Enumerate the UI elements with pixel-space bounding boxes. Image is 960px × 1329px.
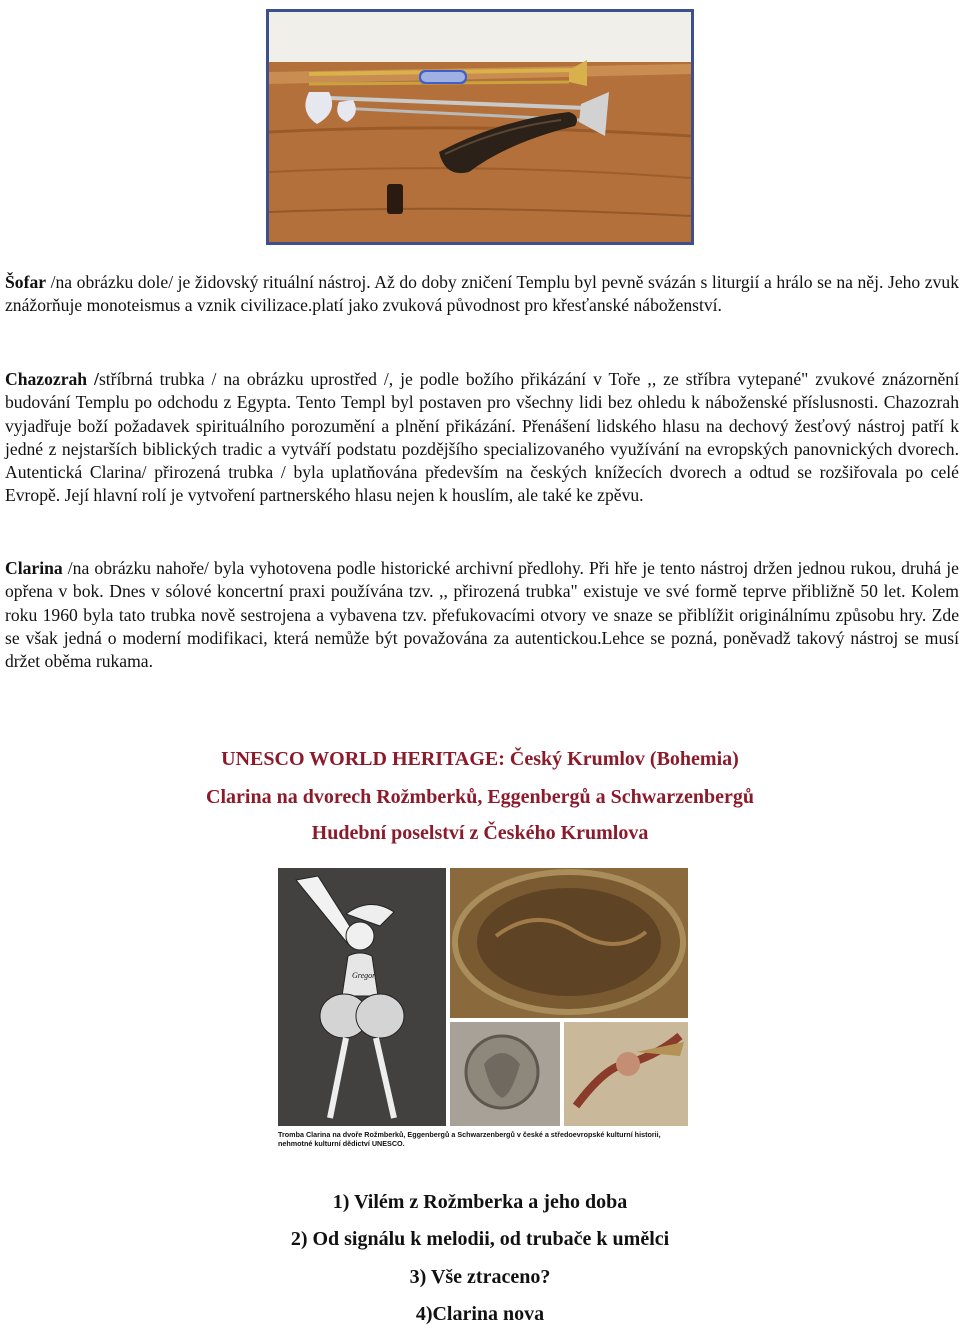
list-item-1: 1) Vilém z Rožmberka a jeho doba — [332, 1191, 628, 1213]
paragraph-chazozrah — [5, 368, 959, 508]
collage-caption: Tromba Clarina na dvoře Rožmberků, Eggenbergů a Schwarzenbergů v české a středoevropské kulturní historii, nehmotné kulturní dědictví UNESCO. — [278, 1130, 661, 1148]
paragraph-clarina-text: /na obrázku nahoře/ byla vyhotovena podle historické archivní předlohy. Při hře je tento nástroj držen jednou rukou, druhá je opřena v bok. Dnes v sólové koncertní praxi používána tzv. ,, přirozená trubka" existuje ve své formě teprve přibližně 50 let. Kolem roku 1960 byla tato trubka nově sestrojena a vybavena tzv. přefukovacími otvory ve snaze se přiblížit originálnímu způsobu hry. Zde se však jedná o moderní modifikaci, která nemůže být považována za autentickou.Lehce se pozná, poněvadž takový nástroj se musí držet oběma rukama. — [5, 558, 959, 672]
heading-clarina-courts: Clarina na dvorech Rožmberků, Eggenbergů a Schwarzenbergů — [206, 786, 754, 808]
instruments-illustration — [269, 12, 691, 242]
paragraph-chazozrah-text: stříbrná trubka / na obrázku uprostřed /, je podle božího přikázání v Toře ,, ze stříbra vytepané" zvukové znázornění budování Templu po odchodu z Egypta. Tento Templ byl postaven pro všechny lidi bez ohledu k náboženské příslusnosti. Chazozrah vyjadřuje boží požadavek spirituálního porozumění a plnění přikázání. Přenášení lidského hlasu na dechový žesťový nástroj patří k jedné z nejstarších biblických tradic a vytváří podstatu pozdějšího specializovaného využívání na evropských panovnických dvorech. Autentická Clarina/ přirozená trubka / byla uplatňována především na českých knížecích dvorech a odtud se rozšiřovala po celé Evropě. Její hlavní rolí je vytvoření partnerského hlasu nejen k houslím, ale také ke zpěvu. — [5, 369, 959, 506]
heading-musical-message: Hudební poselství z Českého Krumlova — [311, 822, 649, 844]
paragraph-sofar — [5, 271, 959, 318]
heading-unesco: UNESCO WORLD HERITAGE: Český Krumlov (Bohemia) — [221, 748, 739, 770]
collage-illustration — [276, 866, 690, 1148]
paragraph-clarina — [5, 557, 959, 673]
list-item-4: 4)Clarina nova — [415, 1303, 545, 1325]
term-chazozrah: Chazozrah / — [5, 369, 99, 389]
list-item-3: 3) Vše ztraceno? — [409, 1266, 551, 1288]
clarina-collage-image — [276, 866, 690, 1148]
instruments-photo — [266, 9, 694, 245]
drawing-label-gregor: Gregor — [352, 971, 376, 980]
paragraph-sofar-text: /na obrázku dole/ je židovský rituální nástroj. Až do doby zničení Templu byl pevně svázán s liturgií a hrálo se na něj. Jeho zvuk znážorňuje monoteismus a vznik civilizace.platí jako zvuková původnost pro křesťanské náboženství. — [5, 272, 959, 316]
term-clarina: Clarina — [5, 558, 63, 578]
list-item-2: 2) Od signálu k melodii, od trubače k umělci — [290, 1228, 670, 1250]
term-sofar: Šofar — [5, 272, 47, 292]
